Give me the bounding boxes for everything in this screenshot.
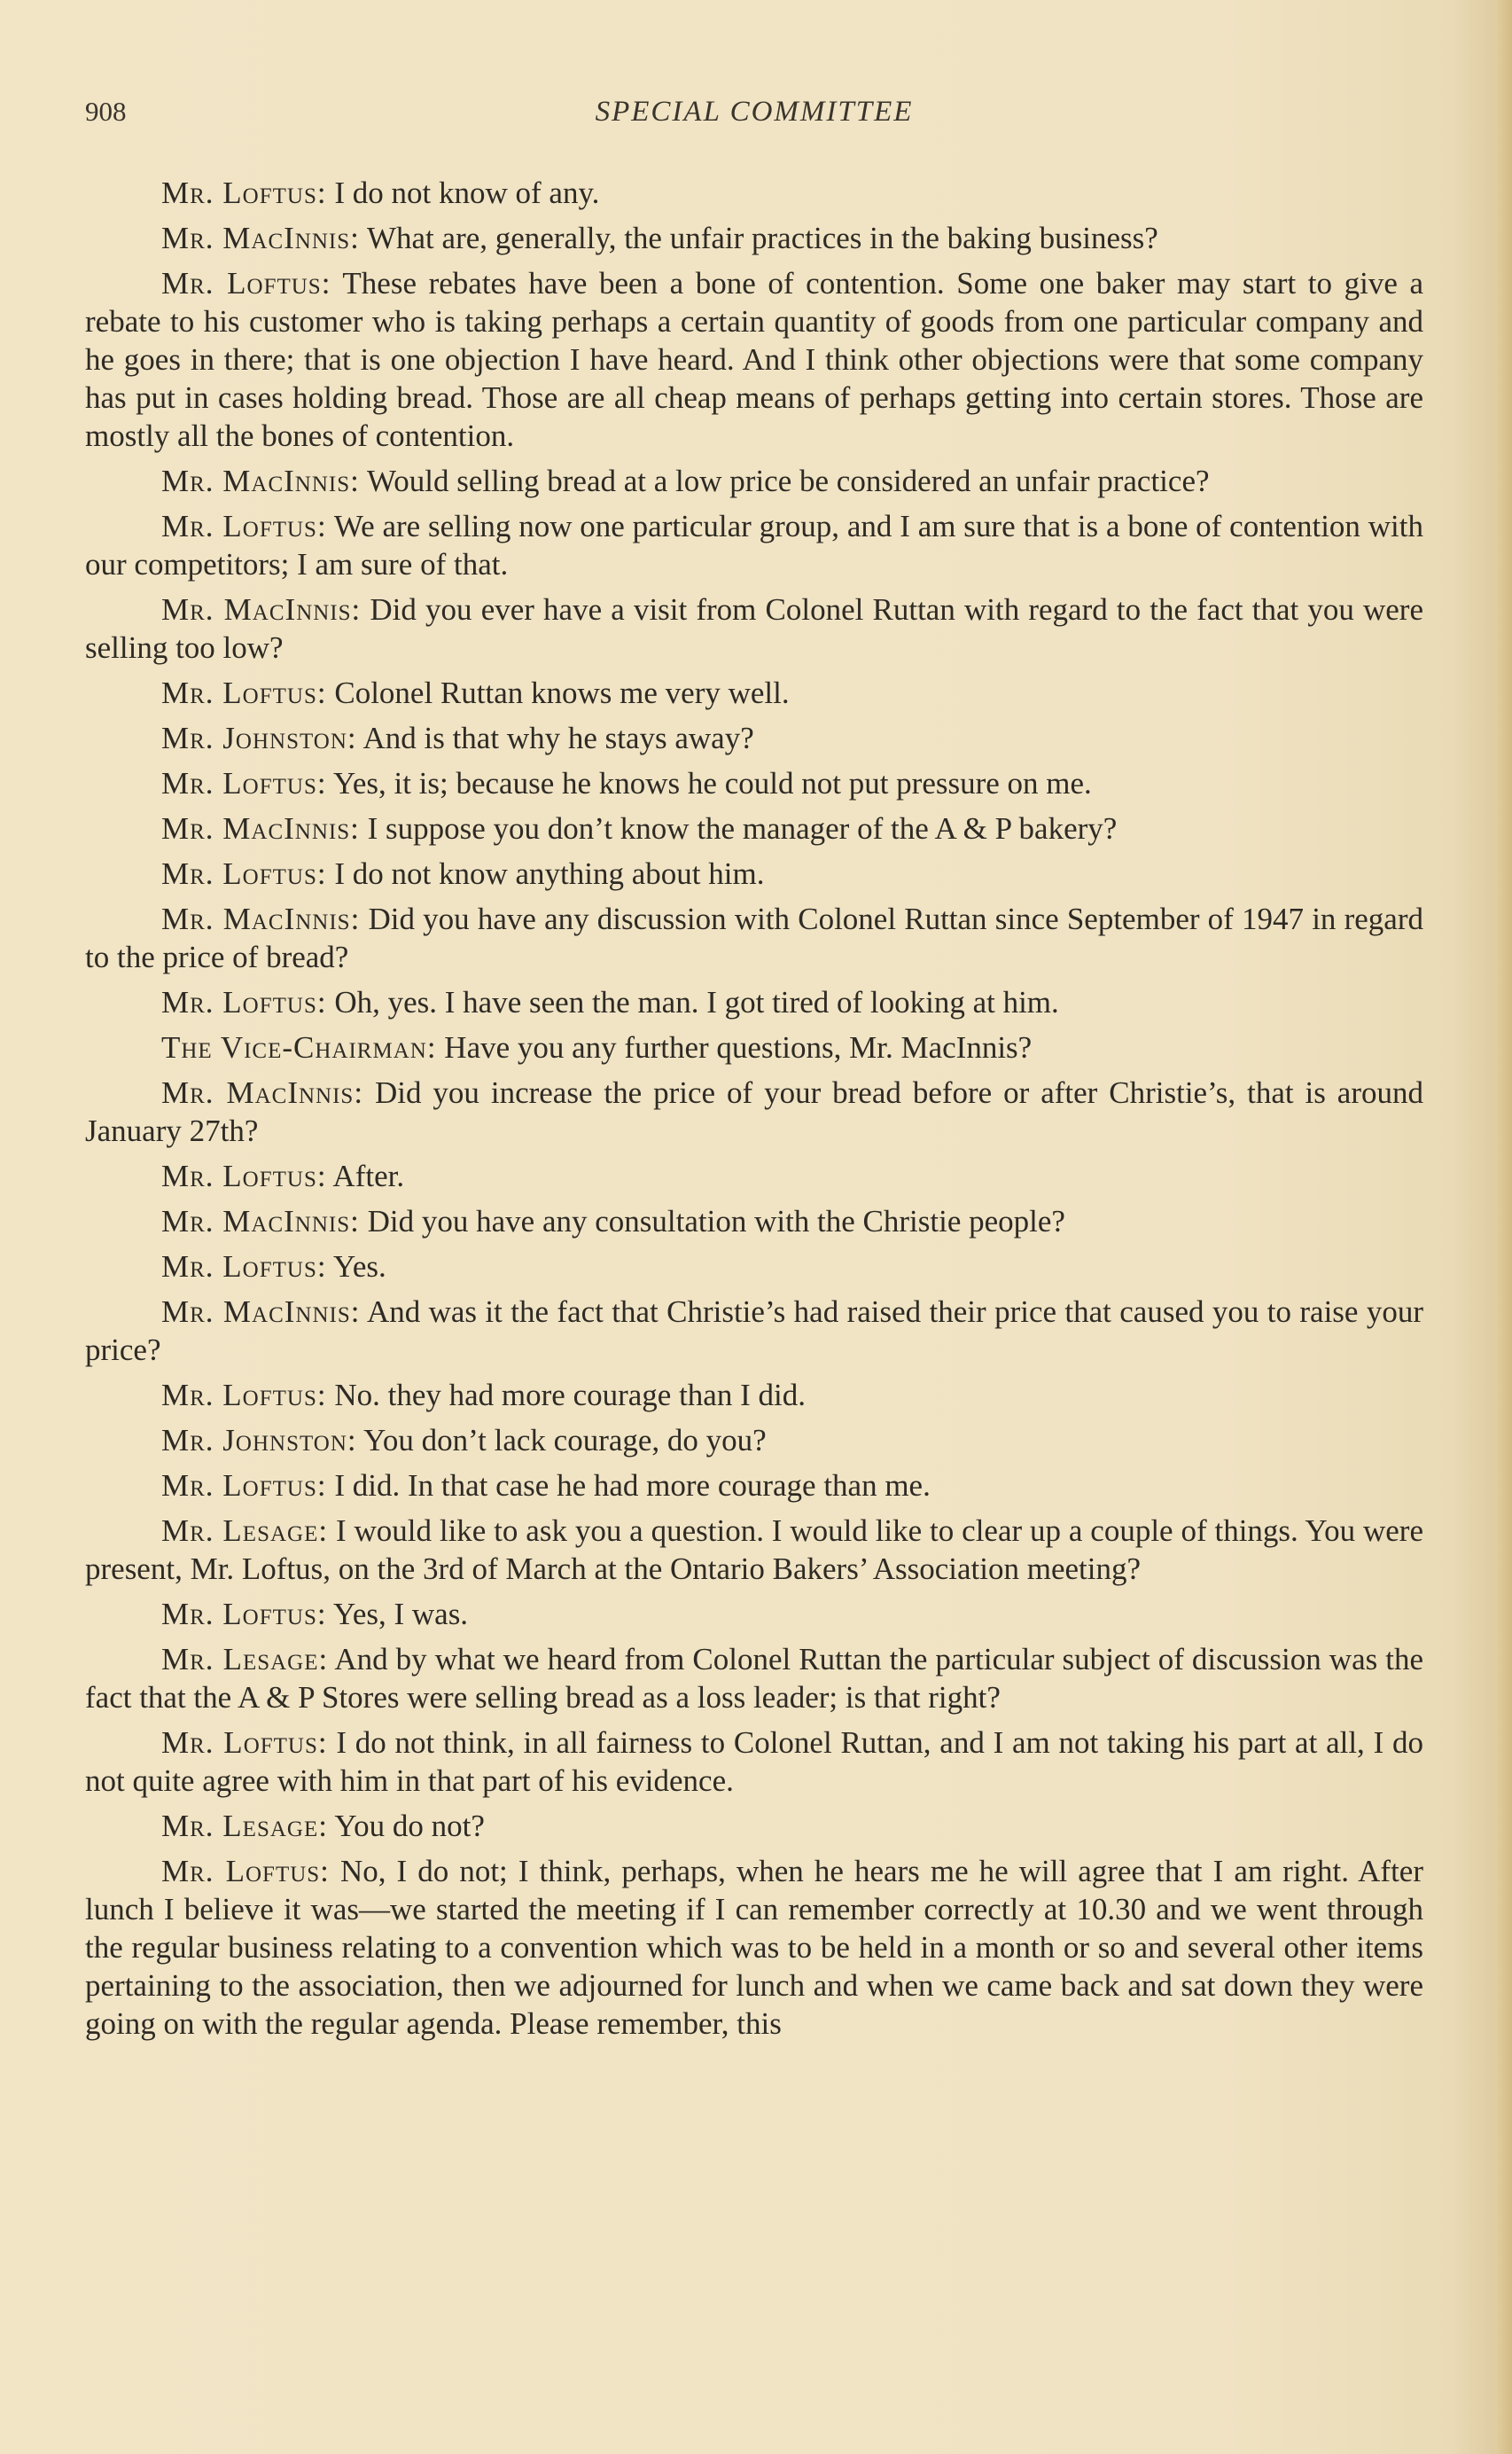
statement-text: Did you ever have a visit from Colonel Ruttan with regard to the fact that you were selling too low?: [85, 592, 1423, 665]
statement-text: You do not?: [327, 1809, 485, 1843]
statement-text: And is that why he stays away?: [356, 721, 754, 755]
statement-text: Did you increase the price of your bread before or after Christie’s, that is around January 27th?: [85, 1075, 1423, 1148]
speaker-name: Mr. Loftus:: [161, 1159, 327, 1193]
statement-text: Yes, I was.: [326, 1597, 469, 1631]
speaker-name: Mr. Loftus:: [161, 1597, 327, 1631]
statement-text: What are, generally, the unfair practices in the baking business?: [359, 221, 1158, 255]
statement-text: Yes, it is; because he knows he could not put pressure on me.: [326, 766, 1092, 801]
transcript-paragraph: [85, 1421, 1423, 1459]
speaker-name: Mr. MacInnis:: [161, 592, 362, 627]
page-header: [85, 96, 1423, 135]
statement-text: You don’t lack courage, do you?: [356, 1423, 767, 1458]
speaker-name: Mr. Loftus:: [161, 1378, 327, 1412]
transcript-paragraph: [85, 809, 1423, 848]
speaker-name: Mr. Loftus:: [161, 1725, 328, 1760]
statement-text: We are selling now one particular group, and I am sure that is a bone of contention with our competitors; I am sure of that.: [85, 509, 1423, 582]
speaker-name: Mr. MacInnis:: [161, 902, 361, 936]
transcript-paragraph: [85, 900, 1423, 976]
speaker-name: Mr. Lesage:: [161, 1642, 329, 1676]
speaker-name: Mr. Lesage:: [161, 1809, 328, 1843]
transcript-paragraph: [85, 1466, 1423, 1504]
statement-text: Did you have any discussion with Colonel Ruttan since September of 1947 in regard to the price of bread?: [85, 902, 1423, 974]
transcript-paragraph: [85, 507, 1423, 583]
speaker-name: The Vice-Chairman:: [161, 1030, 437, 1065]
statement-text: I did. In that case he had more courage than me.: [326, 1468, 931, 1503]
speaker-name: Mr. Loftus:: [161, 856, 327, 891]
statement-text: These rebates have been a bone of contention. Some one baker may start to give a rebate to his customer who is taking perhaps a certain quantity of goods from one particular company and he goes in there; that is one objection I have heard. And I think other objections were that some company has put in cases holding bread. Those are all cheap means of perhaps getting into certain stores. Those are mostly all the bones of contention.: [85, 266, 1423, 453]
speaker-name: Mr. Loftus:: [161, 985, 327, 1020]
transcript-paragraph: [85, 764, 1423, 802]
transcript-paragraph: [85, 1852, 1423, 2043]
transcript-paragraph: [85, 1512, 1423, 1588]
statement-text: Oh, yes. I have seen the man. I got tired of looking at him.: [326, 985, 1059, 1020]
transcript-paragraph: [85, 1723, 1423, 1800]
statement-text: No, I do not; I think, perhaps, when he hears me he will agree that I am right. After lunch I believe it was—we started the meeting if I can remember correctly at 10.30 and we went through the regular business relating to a convention which was to be held in a month or so and several other items pertaining to the association, then we adjourned for lunch and when we came back and sat down they were going on with the regular agenda. Please remember, this: [85, 1854, 1423, 2041]
page-edge: [1494, 0, 1512, 2454]
page-number: 908: [85, 96, 127, 127]
transcript-paragraph: [85, 855, 1423, 893]
statement-text: I suppose you don’t know the manager of the A & P bakery?: [359, 811, 1118, 846]
transcript-paragraph: [85, 1293, 1423, 1369]
speaker-name: Mr. Loftus:: [161, 509, 327, 543]
transcript-paragraph: [85, 1376, 1423, 1414]
statement-text: Yes.: [326, 1249, 386, 1284]
speaker-name: Mr. Loftus:: [161, 1468, 327, 1503]
transcript-paragraph: [85, 590, 1423, 667]
speaker-name: Mr. MacInnis:: [161, 221, 360, 255]
transcript-body: [85, 174, 1423, 2050]
statement-text: I do not think, in all fairness to Colonel Ruttan, and I am not taking his part at all, I do not quite agree with him in that part of his evidence.: [85, 1725, 1423, 1798]
speaker-name: Mr. Johnston:: [161, 1423, 357, 1458]
transcript-paragraph: [85, 462, 1423, 500]
transcript-paragraph: [85, 983, 1423, 1021]
speaker-name: Mr. Loftus:: [161, 766, 327, 801]
speaker-name: Mr. MacInnis:: [161, 464, 360, 498]
speaker-name: Mr. Johnston:: [161, 721, 357, 755]
statement-text: Would selling bread at a low price be considered an unfair practice?: [359, 464, 1210, 498]
running-head: SPECIAL COMMITTEE: [595, 96, 914, 128]
transcript-paragraph: [85, 1202, 1423, 1240]
speaker-name: Mr. Loftus:: [161, 676, 327, 710]
statement-text: No. they had more courage than I did.: [326, 1378, 806, 1412]
transcript-paragraph: [85, 1640, 1423, 1716]
statement-text: Colonel Ruttan knows me very well.: [326, 676, 790, 710]
speaker-name: Mr. Loftus:: [161, 176, 327, 210]
transcript-paragraph: [85, 1247, 1423, 1286]
transcript-paragraph: [85, 674, 1423, 712]
transcript-paragraph: [85, 1028, 1423, 1067]
transcript-paragraph: [85, 1595, 1423, 1633]
speaker-name: Mr. Lesage:: [161, 1513, 329, 1548]
speaker-name: Mr. MacInnis:: [161, 1294, 361, 1329]
statement-text: And was it the fact that Christie’s had raised their price that caused you to raise your price?: [85, 1294, 1423, 1367]
transcript-paragraph: [85, 1074, 1423, 1150]
transcript-paragraph: [85, 1807, 1423, 1845]
transcript-paragraph: [85, 264, 1423, 455]
statement-text: Have you any further questions, Mr. MacInnis?: [436, 1030, 1033, 1065]
speaker-name: Mr. MacInnis:: [161, 1075, 364, 1110]
speaker-name: Mr. Loftus:: [161, 1249, 327, 1284]
statement-text: After.: [326, 1159, 405, 1193]
statement-text: I do not know of any.: [326, 176, 600, 210]
transcript-paragraph: [85, 219, 1423, 257]
transcript-paragraph: [85, 719, 1423, 757]
speaker-name: Mr. MacInnis:: [161, 811, 360, 846]
speaker-name: Mr. MacInnis:: [161, 1204, 360, 1239]
transcript-paragraph: [85, 174, 1423, 212]
statement-text: I do not know anything about him.: [326, 856, 765, 891]
transcript-paragraph: [85, 1157, 1423, 1195]
speaker-name: Mr. Loftus:: [161, 1854, 330, 1888]
statement-text: And by what we heard from Colonel Ruttan the particular subject of discussion was the fact that the A & P Stores were selling bread as a loss leader; is that right?: [85, 1642, 1424, 1715]
statement-text: I would like to ask you a question. I would like to clear up a couple of things. You were present, Mr. Loftus, on the 3rd of March at the Ontario Bakers’ Association meeting?: [85, 1513, 1424, 1586]
speaker-name: Mr. Loftus:: [161, 266, 331, 301]
statement-text: Did you have any consultation with the Christie people?: [359, 1204, 1065, 1239]
